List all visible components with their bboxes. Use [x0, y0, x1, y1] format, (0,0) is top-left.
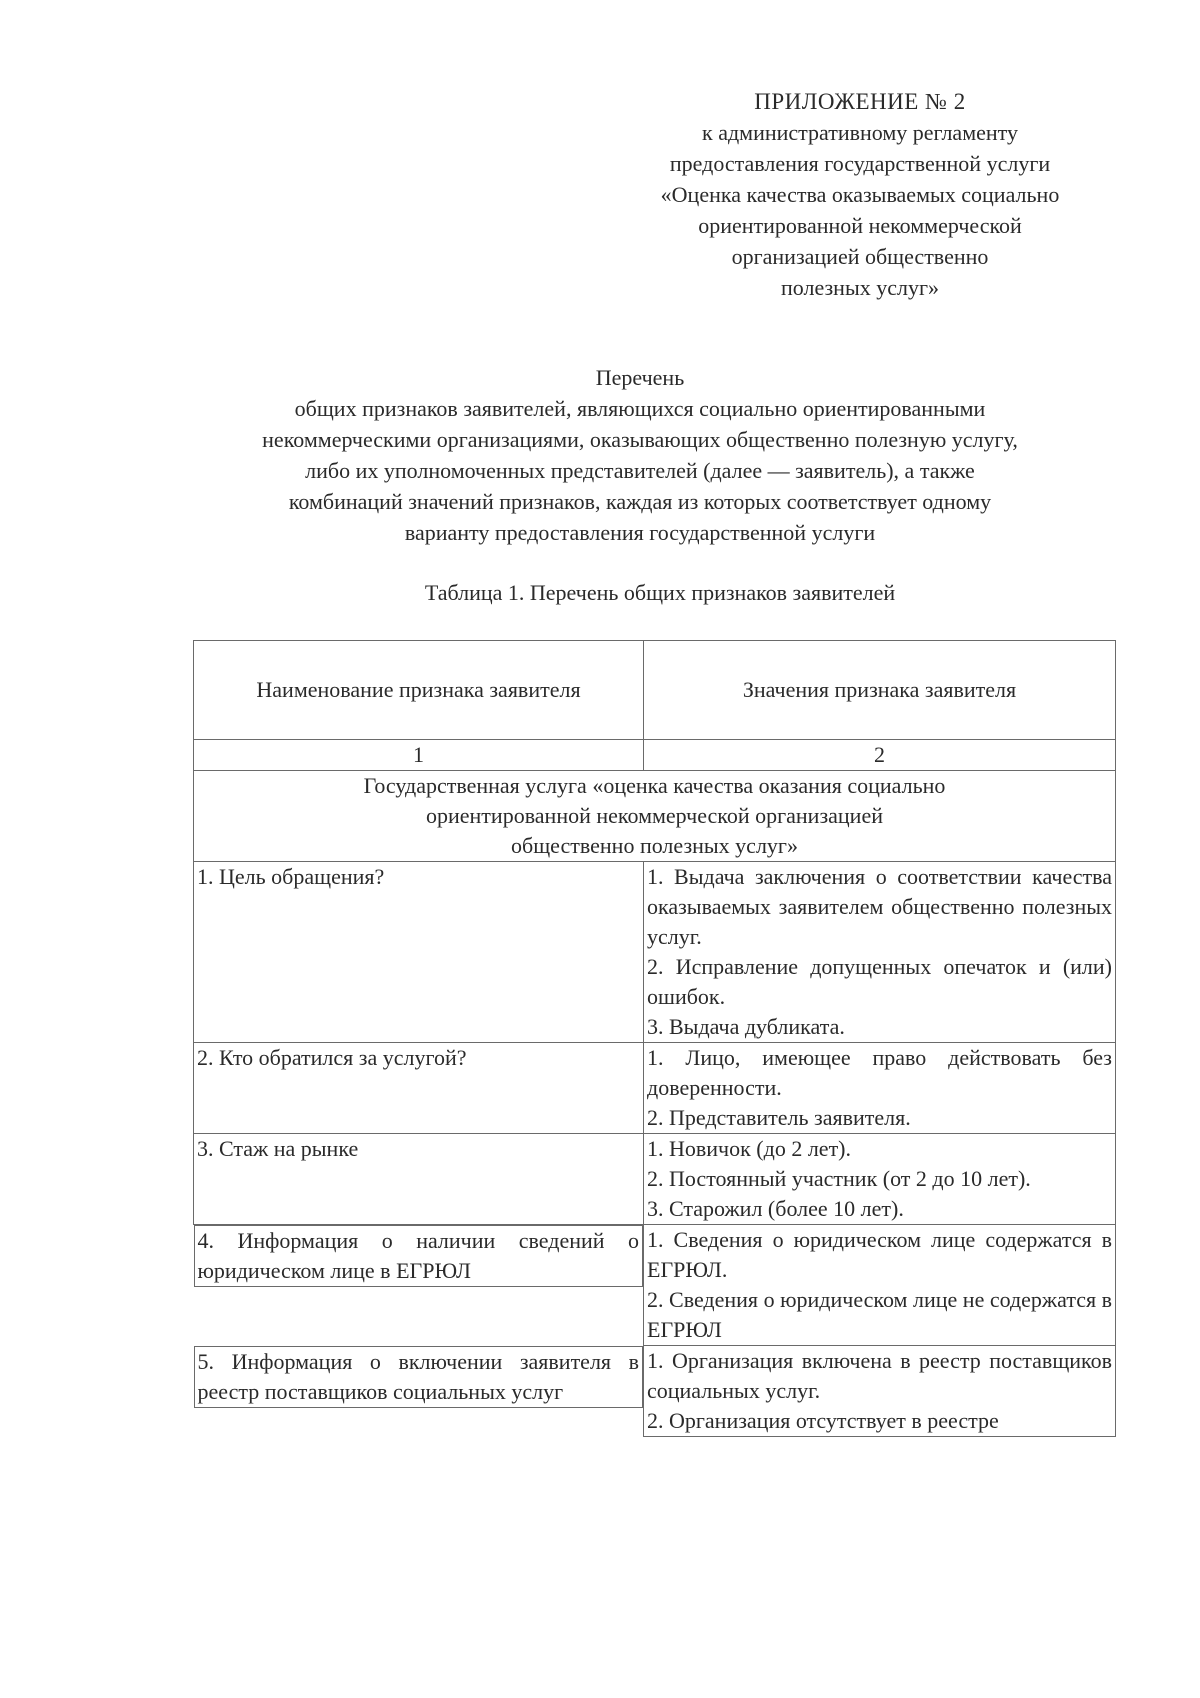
appendix-line: ориентированной некоммерческой: [698, 213, 1022, 238]
table-row: [194, 1043, 1116, 1134]
feature-value: 1. Лицо, имеющее право действовать без доверенности.: [647, 1045, 1112, 1100]
feature-name: 4. Информация о наличии сведений о юридическом лице в ЕГРЮЛ: [194, 1225, 644, 1287]
feature-value: 1. Сведения о юридическом лице содержатся в ЕГРЮЛ.: [647, 1227, 1112, 1282]
table-row: [194, 1134, 1116, 1225]
heading-line: варианту предоставления государственной услуги: [404, 520, 876, 545]
appendix-line: полезных услуг»: [780, 275, 939, 300]
appendix-line: «Оценка качества оказываемых социально: [660, 182, 1060, 207]
column-numbers-row: [194, 740, 1116, 771]
feature-value: 1. Новичок (до 2 лет).: [647, 1136, 852, 1161]
service-line: общественно полезных услуг»: [511, 833, 798, 858]
heading-line: некоммерческими организациями, оказывающих общественно полезную услугу,: [262, 427, 1018, 452]
appendix-line: предоставления государственной услуги: [669, 151, 1051, 176]
feature-value: 2. Сведения о юридическом лице не содержатся в ЕГРЮЛ: [647, 1287, 1112, 1342]
column-number: 1: [194, 740, 644, 771]
heading-title: Перечень: [595, 365, 685, 390]
table-row: [194, 1225, 1116, 1346]
header-feature-name: Наименование признака заявителя: [194, 641, 644, 740]
feature-name: 1. Цель обращения?: [194, 862, 644, 1043]
feature-values: [644, 1043, 1116, 1134]
feature-values: [644, 1346, 1116, 1437]
service-line: ориентированной некоммерческой организацией: [426, 803, 883, 828]
feature-name: 5. Информация о включении заявителя в реестр поставщиков социальных услуг: [194, 1346, 644, 1408]
feature-value: 3. Выдача дубликата.: [647, 1014, 845, 1039]
appendix-block: [600, 86, 1120, 303]
feature-value: 2. Исправление допущенных опечаток и (или) ошибок.: [647, 954, 1112, 1009]
table-row: [194, 862, 1116, 1043]
appendix-title: ПРИЛОЖЕНИЕ № 2: [754, 89, 966, 114]
feature-value: 3. Старожил (более 10 лет).: [647, 1196, 904, 1221]
feature-name: 3. Стаж на рынке: [194, 1134, 644, 1225]
heading-line: либо их уполномоченных представителей (далее — заявитель), а также: [305, 458, 975, 483]
table-caption: Таблица 1. Перечень общих признаков заявителей: [424, 580, 896, 605]
feature-value: 1. Организация включена в реестр поставщиков социальных услуг.: [647, 1348, 1112, 1403]
feature-values: [644, 1134, 1116, 1225]
heading-line: общих признаков заявителей, являющихся социально ориентированными: [294, 396, 986, 421]
table-header-row: [194, 641, 1116, 740]
column-number: 2: [644, 740, 1116, 771]
applicant-features-table: [193, 640, 1116, 1437]
service-title-cell: [194, 771, 1116, 862]
feature-name: 2. Кто обратился за услугой?: [194, 1043, 644, 1134]
list-heading: [150, 362, 1130, 548]
feature-values: [644, 1225, 1116, 1346]
feature-value: 2. Представитель заявителя.: [647, 1105, 911, 1130]
feature-values: [644, 862, 1116, 1043]
appendix-line: организацией общественно: [731, 244, 989, 269]
feature-value: 2. Организация отсутствует в реестре: [647, 1408, 999, 1433]
service-row: [194, 771, 1116, 862]
table-row: [194, 1346, 1116, 1437]
feature-value: 2. Постоянный участник (от 2 до 10 лет).: [647, 1166, 1031, 1191]
header-feature-values: Значения признака заявителя: [644, 641, 1116, 740]
service-line: Государственная услуга «оценка качества оказания социально: [363, 773, 946, 798]
feature-value: 1. Выдача заключения о соответствии качества оказываемых заявителем общественно полезных услуг.: [647, 864, 1112, 949]
appendix-line: к административному регламенту: [702, 120, 1018, 145]
heading-line: комбинаций значений признаков, каждая из которых соответствует одному: [288, 489, 992, 514]
